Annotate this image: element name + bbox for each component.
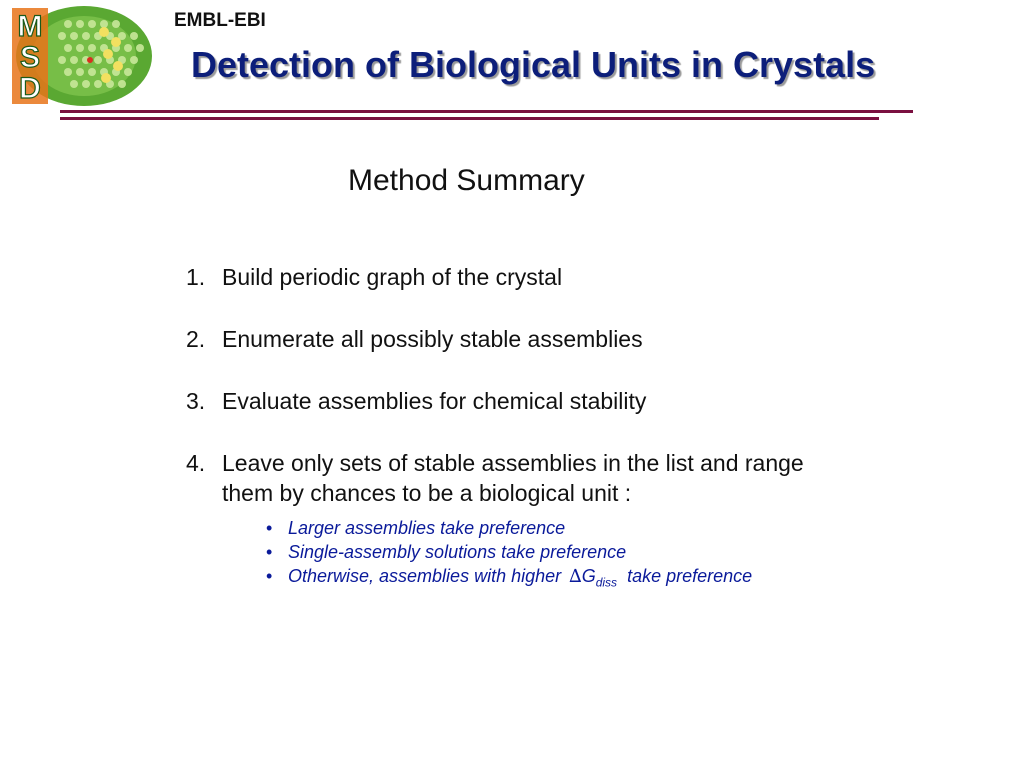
step-number: 4. <box>186 450 206 476</box>
msd-logo-graphic <box>8 2 160 108</box>
header-rule-bottom <box>60 117 879 120</box>
msd-logo <box>8 2 160 108</box>
delta-symbol: ∆ <box>569 566 582 587</box>
diss-subscript: diss <box>595 575 618 590</box>
step-2 <box>186 324 846 354</box>
step-4 <box>186 448 846 508</box>
header-rule-top <box>60 110 913 113</box>
step-number: 1. <box>186 264 206 290</box>
bullet-text-suffix: take preference <box>627 566 753 586</box>
step-text: Evaluate assemblies for chemical stability <box>222 388 647 414</box>
method-steps <box>186 262 846 595</box>
bullet-text-prefix: Otherwise, assemblies with higher <box>288 566 562 586</box>
gibbs-g: G <box>581 566 596 586</box>
bullet-item <box>266 564 846 595</box>
logo-letter-d: D <box>19 72 41 105</box>
section-title: Method Summary <box>348 164 585 197</box>
step-number: 3. <box>186 388 206 414</box>
step-text: Leave only sets of stable assemblies in the list and range them by chances to be a biological unit : <box>222 450 804 506</box>
logo-letter-s: S <box>19 41 41 74</box>
org-name: EMBL-EBI <box>174 10 266 31</box>
step-text: Build periodic graph of the crystal <box>222 264 563 290</box>
preference-bullets <box>186 516 846 595</box>
step-text: Enumerate all possibly stable assemblies <box>222 326 643 352</box>
step-3 <box>186 386 846 416</box>
bullet-item: • Larger assemblies take preference <box>266 516 846 540</box>
logo-letter-m: M <box>17 10 43 43</box>
step-number: 2. <box>186 326 206 352</box>
step-1 <box>186 262 846 292</box>
bullet-item: • Single-assembly solutions take preference <box>266 540 846 564</box>
slide-title: Detection of Biological Units in Crystals <box>191 44 876 85</box>
